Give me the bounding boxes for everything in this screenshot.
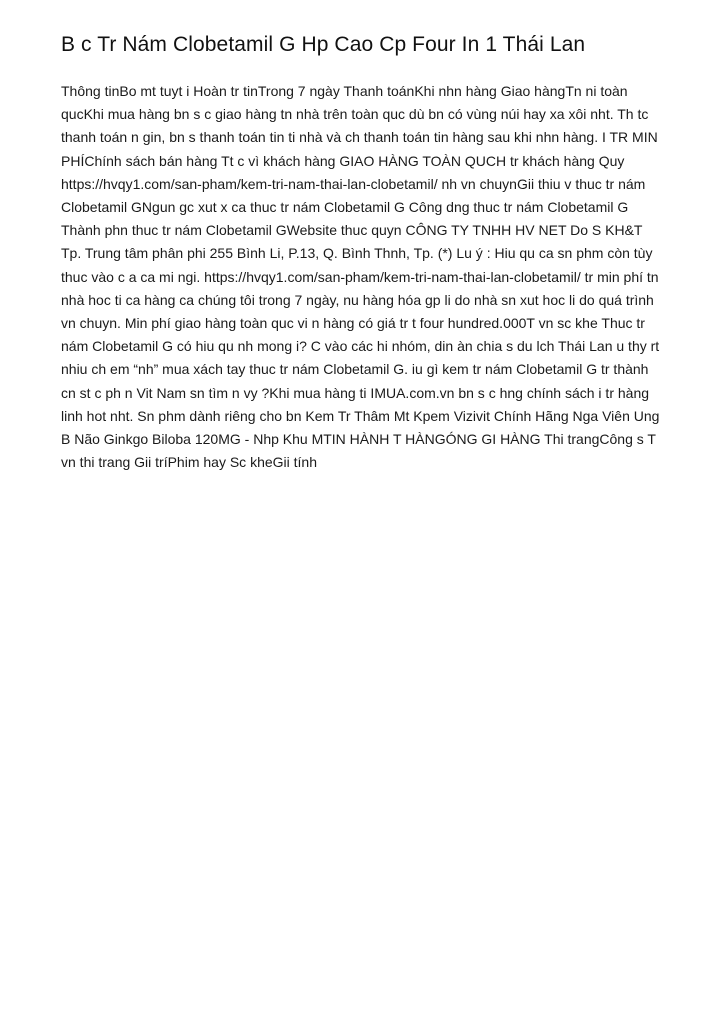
document-title: B c Tr Nám Clobetamil G Hp Cao Cp Four In 1 Thái Lan (61, 33, 586, 56)
document-body-paragraph: Thông tinBo mt tuyt i Hoàn tr tinTrong 7 ngày Thanh toánKhi nhn hàng Giao hàngTn ni toàn qucKhi mua hàng bn s c giao hàng tn nhà trên toàn quc dù bn có vùng núi hay xa xôi nht. Th tc thanh toán n gin, bn s thanh toán tin ti nhà và ch thanh toán tin hàng sau khi nhn hàng. I TR MIN PHÍChính sách bán hàng Tt c vì khách hàng GIAO HÀNG TOÀN QUCH tr khách hàng Quy https://hvqy1.com/san-pham/kem-tri-nam-thai-lan-clobetamil/ nh vn chuynGii thiu v thuc tr nám Clobetamil GNgun gc xut x ca thuc tr nám Clobetamil G Công dng thuc tr nám Clobetamil G Thành phn thuc tr nám Clobetamil GWebsite thuc quyn CÔNG TY TNHH HV NET Do S KH&T Tp. Trung tâm phân phi 255 Bình Li, P.13, Q. Bình Thnh, Tp. (*) Lu ý : Hiu qu ca sn phm còn tùy thuc vào c a ca mi ngi. https://hvqy1.com/san-pham/kem-tri-nam-thai-lan-clobetamil/ tr min phí tn nhà hoc ti ca hàng ca chúng tôi trong 7 ngày, nu hàng hóa gp li do nhà sn xut hoc li do quá trình vn chuyn. Min phí giao hàng toàn quc vi n hàng có giá tr t four hundred.000T vn sc khe Thuc tr nám Clobetamil G có hiu qu nh mong i? C vào các hi nhóm, din àn chia s du lch Thái Lan u thy rt nhiu ch em “nh” mua xách tay thuc tr nám Clobetamil G. iu gì kem tr nám Clobetamil G tr thành cn st c ph n Vit Nam sn tìm n vy ?Khi mua hàng ti IMUA.com.vn bn s c hng chính sách i tr hàng linh hot nht. Sn phm dành riêng cho bn Kem Tr Thâm Mt Kpem Vizivit Chính Hãng Nga Viên Ung B Não Ginkgo Biloba 120MG - Nhp Khu MTIN HÀNH T HÀNGÓNG GI HÀNG Thi trangCông s T vn thi trang Gii tríPhim hay Sc kheGii tính (61, 83, 660, 471)
